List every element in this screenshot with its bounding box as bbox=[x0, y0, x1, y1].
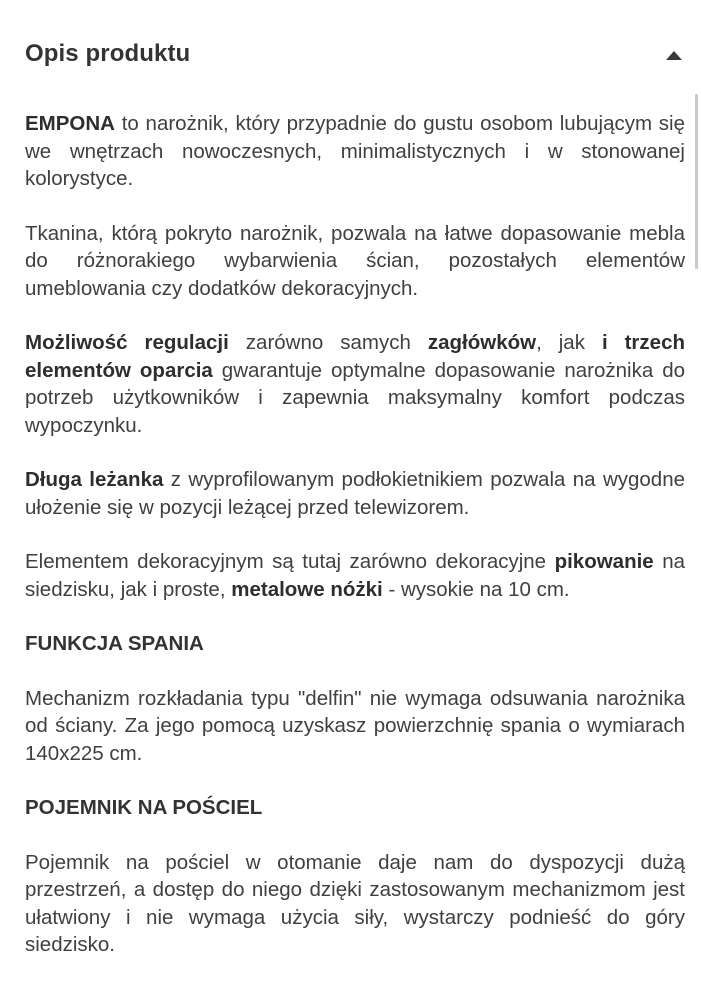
paragraph-chaise bbox=[25, 466, 685, 521]
paragraph-fabric bbox=[25, 220, 685, 303]
paragraph-adjustment bbox=[25, 329, 685, 439]
bold-span: pikowanie bbox=[554, 550, 654, 573]
text-span: z wyprofilowanym podłokietnikiem pozwala na wygodne ułożenie się w pozycji leżącej przed telewizorem. bbox=[25, 468, 686, 519]
paragraph-intro bbox=[25, 110, 685, 193]
scrollbar[interactable] bbox=[695, 94, 698, 269]
bold-span: zagłówków bbox=[427, 331, 537, 354]
paragraph-sleeping: Mechanizm rozkładania typu "delfin" nie wymaga odsuwania narożnika od ściany. Za jego pomocą uzyskasz powierzchnię spania o wymiarach 140x225 cm. bbox=[25, 686, 685, 765]
text-span: na siedzisku, jak i proste, bbox=[25, 550, 685, 601]
bold-span: metalowe nóżki bbox=[231, 577, 383, 601]
bold-span: Możliwość regulacji bbox=[25, 331, 229, 354]
bold-span: i trzech elementów oparcia bbox=[25, 331, 685, 382]
text-span: - wysokie na 10 cm. bbox=[382, 577, 570, 601]
description-header[interactable] bbox=[25, 38, 687, 78]
text-span: zarówno samych bbox=[228, 331, 428, 354]
bold-span: Długa leżanka bbox=[25, 468, 164, 491]
text-span: Elementem dekoracyjnym są tutaj zarówno dekoracyjne bbox=[25, 550, 555, 573]
text-span: to narożnik, który przypadnie do gustu osobom lubującym się we wnętrzach nowoczesnych, minimalistycznych i w stonowanej kolorystyce. bbox=[25, 112, 685, 190]
text-span: , jak bbox=[536, 331, 602, 354]
paragraph-decor bbox=[25, 548, 685, 603]
text-span: gwarantuje optymalne dopasowanie narożnika do potrzeb użytkowników i zapewnia maksymalny komfort podczas wypoczynku. bbox=[25, 358, 685, 437]
heading-sleeping-function: FUNKCJA SPANIA bbox=[25, 632, 204, 655]
collapse-button[interactable] bbox=[663, 44, 687, 68]
heading-storage: POJEMNIK NA POŚCIEL bbox=[25, 796, 263, 819]
paragraph-storage: Pojemnik na pościel w otomanie daje nam do dyspozycji dużą przestrzeń, a dostęp do niego dzięki zastosowanym mechanizmom jest ułatwiony i nie wymaga użycia siły, wystarczy podnieść do góry siedzisko. bbox=[25, 850, 685, 956]
section-title: Opis produktu bbox=[25, 40, 191, 67]
text-span: Tkanina, którą pokryto narożnik, pozwala na łatwe dopasowanie mebla do różnorakiego wybarwienia ścian, pozostałych elementów umeblowania czy dodatków dekoracyjnych. bbox=[25, 221, 685, 300]
product-name: EMPONA bbox=[25, 112, 115, 135]
description-content bbox=[25, 110, 685, 959]
chevron-up-icon bbox=[666, 51, 682, 60]
